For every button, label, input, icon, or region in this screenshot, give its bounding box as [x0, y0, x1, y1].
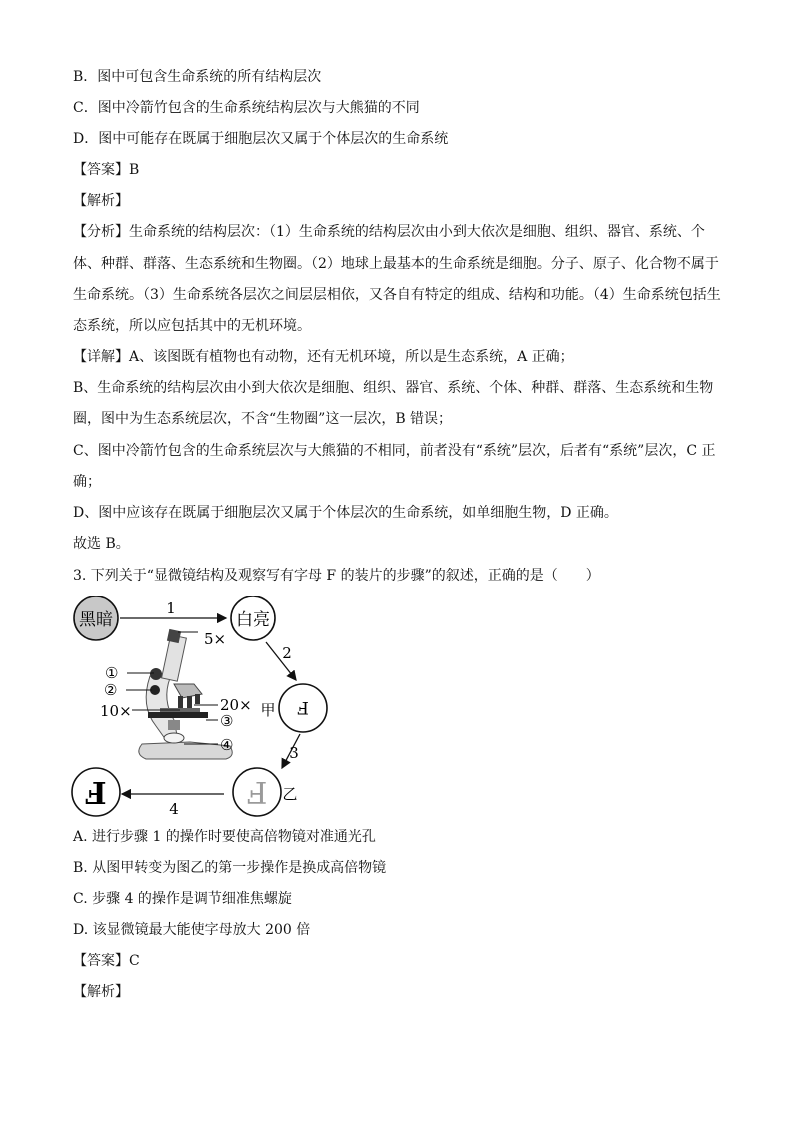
q3-option-d: D. 该显微镜最大能使字母放大 200 倍 [73, 922, 311, 938]
inverted-letter-blurry [247, 774, 268, 809]
low-objective-label: 10× [100, 702, 132, 720]
q3-answer: 【答案】C [73, 953, 140, 969]
eyepiece-label: 5× [204, 630, 227, 648]
q3-analysis-label: 【解析】 [73, 984, 129, 1000]
q3-option-c: C. 步骤 4 的操作是调节细准焦螺旋 [73, 891, 292, 907]
analysis-line: 体、种群、群落、生态系统和生物圈。（2）地球上最基本的生命系统是细胞。分子、原子、化合物不属于 [73, 256, 719, 272]
analysis-line: 【分析】生命系统的结构层次：（1）生命系统的结构层次由小到大依次是细胞、组织、器官、系统、个 [73, 224, 705, 240]
letter-f-small: F [297, 697, 309, 717]
inverted-letter-small [297, 697, 309, 717]
detail-line: D、图中应该存在既属于细胞层次又属于个体层次的生命系统，如单细胞生物，D 正确。 [73, 505, 618, 521]
part-2-label: ② [104, 681, 118, 699]
option-b: B．图中可包含生命系统的所有结构层次 [73, 69, 322, 85]
step-2-label: 2 [282, 644, 292, 662]
detail-line: 【详解】A、该图既有植物也有动物，还有无机环境，所以是生态系统，A 正确； [73, 349, 574, 365]
q3-option-b: B. 从图甲转变为图乙的第一步操作是换成高倍物镜 [73, 860, 387, 876]
yi-label: 乙 [282, 785, 298, 803]
inverted-letter-clear [85, 774, 106, 809]
bright-label: 白亮 [236, 610, 270, 630]
analysis-line: 生命系统。（3）生命系统各层次之间层层相依，又各自有特定的组成、结构和功能。（4）生命系统包括生 [73, 287, 721, 303]
conclusion: 故选 B。 [73, 536, 130, 552]
letter-f-blurry: F [246, 774, 268, 809]
step-4-label: 4 [169, 800, 179, 818]
microscope-figure [70, 596, 330, 828]
dark-label: 黑暗 [79, 610, 113, 630]
letter-f-clear: F [85, 774, 107, 809]
analysis-line: 态系统，所以应包括其中的无机环境。 [73, 318, 311, 334]
option-d: D．图中可能存在既属于细胞层次又属于个体层次的生命系统 [73, 131, 449, 147]
high-objective-label: 20× [220, 696, 252, 714]
jia-label: 甲 [260, 701, 276, 719]
detail-line: 确； [73, 474, 101, 490]
question-3-stem: 3. 下列关于“显微镜结构及观察写有字母 F 的装片的步骤”的叙述，正确的是（ ） [73, 568, 600, 584]
analysis-label: 【解析】 [73, 193, 129, 209]
part-1-label: ① [105, 664, 119, 682]
microscope-drawing [139, 629, 232, 759]
answer-label: 【答案】B [73, 162, 140, 178]
step-3-label: 3 [289, 744, 299, 762]
detail-line: C、图中冷箭竹包含的生命系统层次与大熊猫的不相同，前者没有“系统”层次，后者有“系统”层次，C 正 [73, 443, 716, 459]
part-4-label: ④ [220, 736, 234, 754]
step-1-label: 1 [166, 599, 176, 617]
detail-line: B、生命系统的结构层次由小到大依次是细胞、组织、器官、系统、个体、种群、群落、生态系统和生物 [73, 380, 714, 396]
part-3-label: ③ [220, 712, 234, 730]
detail-line: 圈，图中为生态系统层次，不含“生物圈”这一层次，B 错误； [73, 411, 453, 427]
option-c: C．图中冷箭竹包含的生命系统结构层次与大熊猫的不同 [73, 100, 420, 116]
q3-option-a: A. 进行步骤 1 的操作时要使高倍物镜对准通光孔 [73, 829, 376, 845]
